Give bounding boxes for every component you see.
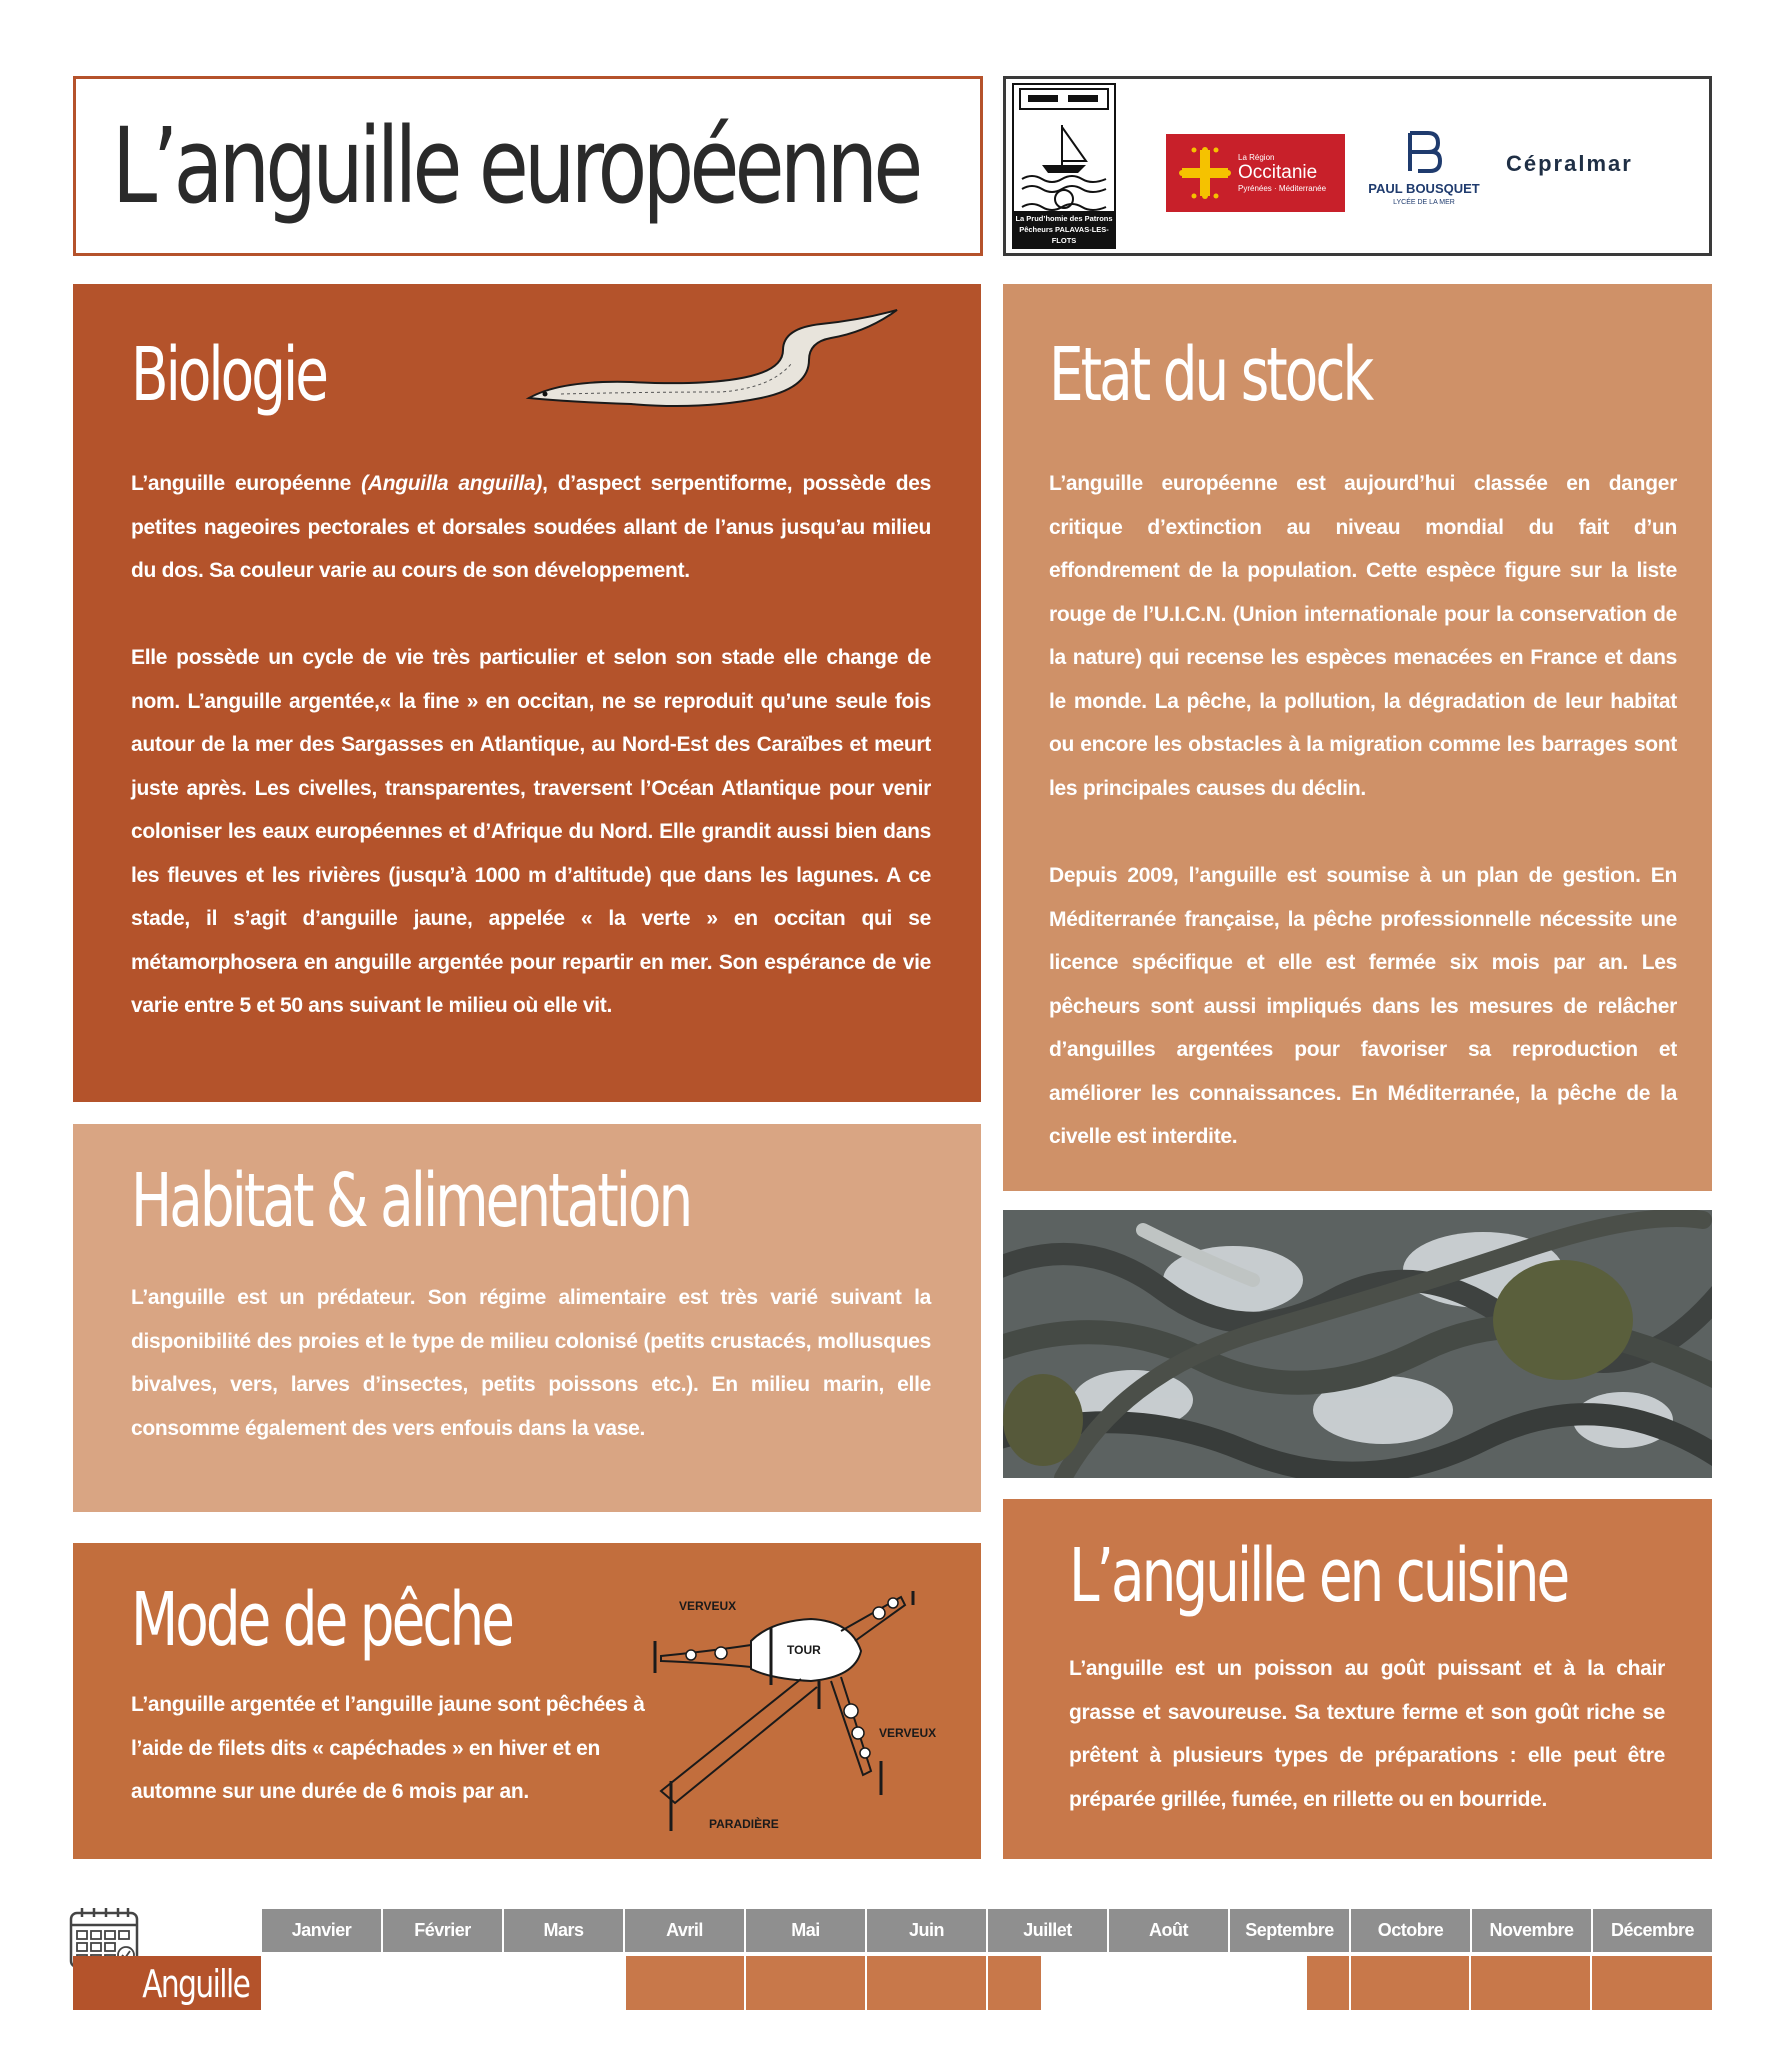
biologie-paragraph-1 [131, 462, 931, 593]
capechade-diagram [641, 1581, 961, 1841]
month-separator [1228, 1956, 1230, 2010]
month-3: Mars [504, 1909, 625, 1952]
calendar-species-label [73, 1956, 261, 2010]
prudhomie-logo [1012, 83, 1116, 249]
diagram-label-verveux-top: VERVEUX [679, 1599, 737, 1613]
occitanie-logo [1166, 134, 1345, 212]
fishing-period-2 [1307, 1956, 1712, 2010]
occitan-cross-icon [1178, 146, 1232, 200]
biologie-p1-start: L’anguille européenne [131, 472, 362, 495]
peche-heading: Mode de pêche [131, 1577, 512, 1663]
month-separator [1107, 1956, 1109, 2010]
stock-heading: Etat du stock [1049, 332, 1372, 418]
occitanie-name: Occitanie [1238, 162, 1318, 183]
biologie-heading: Biologie [131, 332, 326, 418]
calendar-months-row [262, 1909, 1712, 1952]
month-2: Février [383, 1909, 504, 1952]
paul-bousquet-sub: LYCÉE DE LA MER [1393, 199, 1455, 206]
peche-panel [73, 1543, 981, 1859]
fishing-period-1 [625, 1956, 1042, 2010]
cuisine-paragraph: L’anguille est un poisson au goût puissant et à la chair grasse et savoureuse. Sa texture ferme et son goût riche se prêtent à plusieurs types de préparations : elle peut être préparée grillée, fumée, en rillette ou en bourride. [1069, 1657, 1665, 1811]
month-separator [986, 1956, 988, 2010]
month-separator [624, 1956, 626, 2010]
month-6: Juin [867, 1909, 988, 1952]
habitat-panel [73, 1124, 981, 1512]
partner-logos [1003, 76, 1712, 256]
capechade-net-icon [641, 1581, 961, 1841]
paul-bousquet-logo [1364, 129, 1484, 219]
diagram-label-paradiere: PARADIÈRE [709, 1817, 779, 1831]
month-1: Janvier [262, 1909, 383, 1952]
title-box [73, 76, 983, 256]
biologie-panel [73, 284, 981, 1102]
boat-emblem-icon [1014, 85, 1114, 213]
month-5: Mai [746, 1909, 867, 1952]
diagram-label-verveux-right: VERVEUX [879, 1726, 937, 1740]
month-separator [1590, 1956, 1592, 2010]
eel-illustration-icon [521, 302, 911, 420]
pb-monogram-icon [1404, 129, 1444, 175]
biologie-latin-name: (Anguilla anguilla) [361, 472, 543, 495]
eels-on-ice-image [1003, 1210, 1712, 1478]
month-separator [865, 1956, 867, 2010]
calendar-fishing-periods [262, 1956, 1712, 2010]
eels-photo [1003, 1210, 1712, 1478]
calendar-species-name: Anguille [141, 1962, 249, 2006]
month-8: Août [1109, 1909, 1230, 1952]
month-9: Septembre [1230, 1909, 1351, 1952]
page-title: L’anguille européenne [112, 105, 919, 227]
cuisine-heading: L’anguille en cuisine [1069, 1533, 1568, 1619]
stock-paragraph-1: L’anguille européenne est aujourd’hui classée en danger critique d’extinction au niveau mondial du fait d’un effondrement de la population. Cette espèce figure sur la liste rouge de l’U.I.C.N. (Union internationale pour la conservation de la nature) qui recense les espèces menacées en France et dans le monde. La pêche, la pollution, la dégradation de leur habitat ou encore les obstacles à la migration comme les barrages sont les principales causes du déclin. [1049, 472, 1677, 800]
occitanie-small: La Région [1238, 153, 1275, 162]
peche-paragraph: L’anguille argentée et l’anguille jaune sont pêchées à l’aide de filets dits « capéchades » en hiver et en automne sur une durée de 6 mois par an. [131, 1693, 645, 1803]
month-separator [1469, 1956, 1471, 2010]
month-separator [503, 1956, 505, 2010]
paul-bousquet-name: PAUL BOUSQUET [1368, 181, 1480, 196]
stock-paragraph-2: Depuis 2009, l’anguille est soumise à un plan de gestion. En Méditerranée française, la pêche professionnelle nécessite une licence spécifique et elle est fermée six mois par an. Les pêcheurs sont aussi impliqués dans les mesures de relâcher d’anguilles argentées pour favoriser sa reproduction et améliorer les connaissances. En Méditerranée, la pêche de la civelle est interdite. [1049, 864, 1677, 1148]
habitat-heading: Habitat & alimentation [131, 1158, 691, 1244]
month-separator [382, 1956, 384, 2010]
month-11: Novembre [1472, 1909, 1593, 1952]
stock-panel [1003, 284, 1712, 1191]
cuisine-panel [1003, 1499, 1712, 1859]
diagram-label-tour: TOUR [787, 1643, 821, 1657]
biologie-p1-end: , d’aspect serpentiforme, possède des petites nageoires pectorales et dorsales soudées allant de l’anus jusqu’au milieu du dos. Sa couleur varie au cours de son développement. [131, 472, 932, 582]
habitat-paragraph: L’anguille est un prédateur. Son régime alimentaire est très varié suivant la disponibilité des proies et le type de milieu colonisé (petits crustacés, mollusques bivalves, vers, larves d’insectes, petits poissons etc.). En milieu marin, elle consomme également des vers enfouis dans la vase. [131, 1286, 931, 1440]
cepralmar-logo: Cépralmar [1506, 151, 1633, 176]
month-separator [744, 1956, 746, 2010]
biologie-paragraph-2: Elle possède un cycle de vie très particulier et selon son stade elle change de nom. L’anguille argentée,« la fine » en occitan, ne se reproduit qu’une seule fois autour de la mer des Sargasses en Atlantique, au Nord-Est des Caraïbes et meurt juste après. Les civelles, transparentes, traversent l’Océan Atlantique pour venir coloniser les eaux européennes et d’Afrique du Nord. Elle grandit aussi bien dans les fleuves et les rivières (jusqu’à 1000 m d’altitude) que dans les lagunes. A ce stade, il s’agit d’anguille jaune, appelée « la verte » en occitan qui se métamorphosera en anguille argentée pour repartir en mer. Son espérance de vie varie entre 5 et 50 ans suivant le milieu où elle vit. [131, 646, 931, 1017]
month-10: Octobre [1351, 1909, 1472, 1952]
month-separator [1349, 1956, 1351, 2010]
month-4: Avril [625, 1909, 746, 1952]
month-12: Décembre [1593, 1909, 1712, 1952]
prudhomie-caption: La Prud’homie des Patrons Pêcheurs PALAVAS-LES-FLOTS [1014, 211, 1114, 247]
occitanie-sub: Pyrénées · Méditerranée [1238, 184, 1327, 193]
month-7: Juillet [988, 1909, 1109, 1952]
